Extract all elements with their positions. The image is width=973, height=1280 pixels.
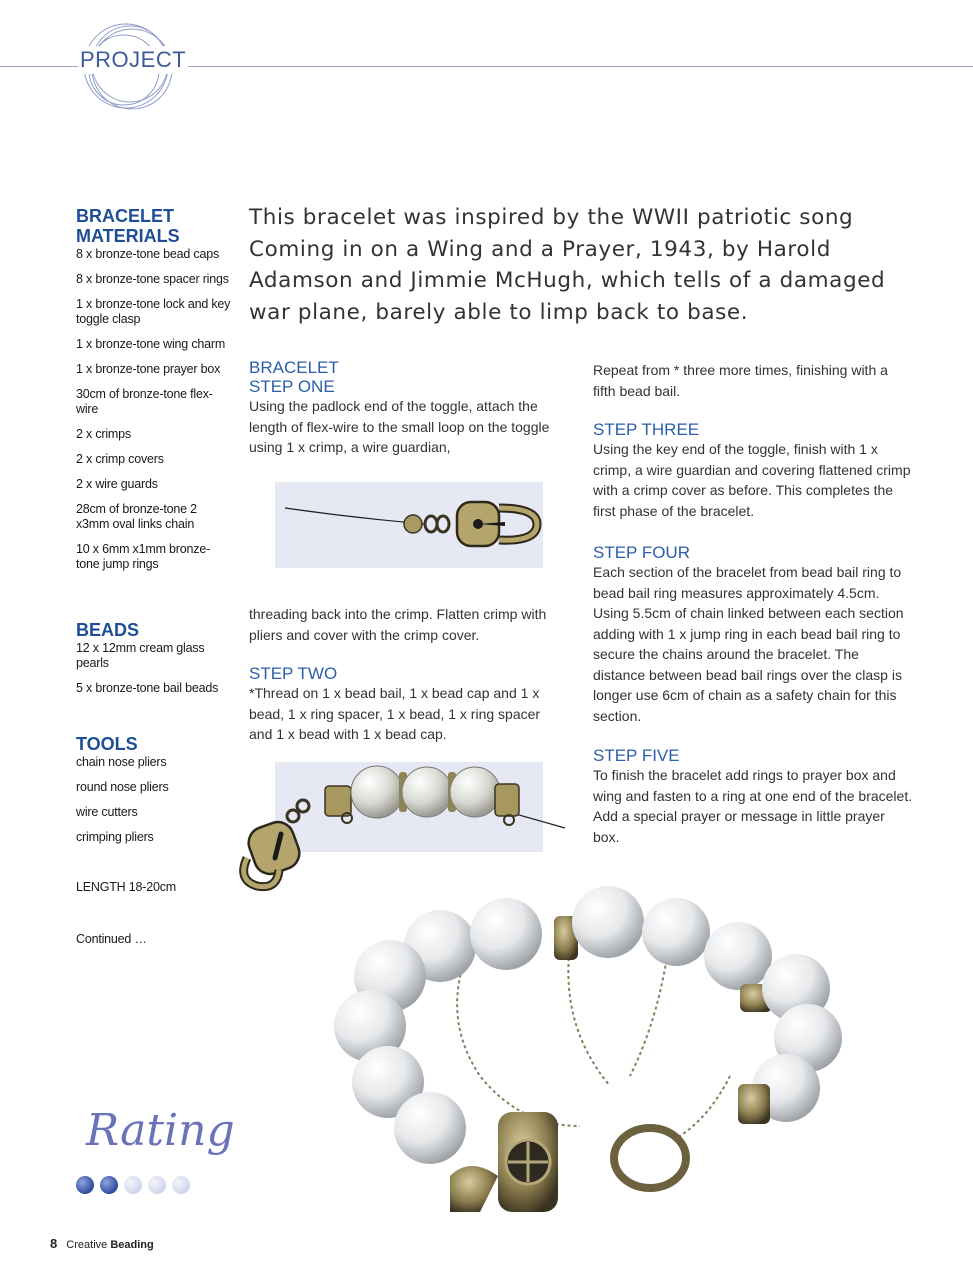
materials-list <box>76 206 232 582</box>
list-item: 2 x crimp covers <box>76 452 164 466</box>
pearl-bead <box>642 898 710 966</box>
step-one-title-b: STEP ONE <box>249 377 335 396</box>
page-footer <box>50 1236 154 1251</box>
step-one-text-b: threading back into the crimp. Flatten crimp with pliers and cover with the crimp cover. <box>249 606 547 643</box>
list-item: 8 x bronze-tone bead caps <box>76 247 220 261</box>
continued-note: Continued … <box>76 932 147 946</box>
repeat-text: Repeat from * three more times, finishing with a fifth bead bail. <box>593 362 888 399</box>
pearl-bead <box>704 922 772 990</box>
pearl-bead <box>394 1092 466 1164</box>
step-one-title-a: BRACELET <box>249 358 339 377</box>
pearl-bead <box>351 766 403 818</box>
step-two-text: *Thread on 1 x bead bail, 1 x bead cap and 1 x bead, 1 x ring spacer, 1 x bead, 1 x ring spacer and 1 x bead with 1 x bead cap. <box>249 685 541 742</box>
list-item: chain nose pliers <box>76 755 167 769</box>
rating-label: Rating <box>86 1105 235 1156</box>
rating-dot-filled <box>76 1176 94 1194</box>
page-number: 8 <box>50 1236 58 1251</box>
step-two-block <box>249 664 559 745</box>
list-item: 1 x bronze-tone wing charm <box>76 337 226 351</box>
rating-dots <box>76 1176 190 1194</box>
materials-heading: BRACELET MATERIALS <box>76 206 180 246</box>
step-one-text-a: Using the padlock end of the toggle, attach the length of flex-wire to the small loop on the toggle using 1 x crimp, a wire guardian, <box>249 398 550 455</box>
pearl-bead <box>470 898 542 970</box>
step-five-block <box>593 746 913 847</box>
list-item: 2 x wire guards <box>76 477 158 491</box>
step-five-title: STEP FIVE <box>593 746 680 765</box>
list-item: 1 x bronze-tone lock and key toggle clasp <box>76 297 231 326</box>
rating-dot-empty <box>148 1176 166 1194</box>
step-four-text: Each section of the bracelet from bead bail ring to bead bail ring measures approximately 4.5cm. Using 5.5cm of chain linked between each section adding with 1 x jump ring in each bead bail ring to secure the chains around the bracelet. The distance between bead bail rings over the clasp is longer use 6cm of chain as a safety chain for this section. <box>593 564 904 724</box>
brand-word-b: Beading <box>110 1239 154 1251</box>
list-item: 5 x bronze-tone bail beads <box>76 681 219 695</box>
step-three-title: STEP THREE <box>593 420 700 439</box>
list-item: 12 x 12mm cream glass pearls <box>76 641 205 670</box>
length-note: LENGTH 18-20cm <box>76 880 177 894</box>
bracelet-photo <box>330 876 870 1212</box>
list-item: 10 x 6mm x1mm bronze-tone jump rings <box>76 542 211 571</box>
list-item: 28cm of bronze-tone 2 x3mm oval links chain <box>76 502 197 531</box>
list-item: crimping pliers <box>76 830 154 844</box>
beads-list <box>76 620 232 706</box>
step-three-text: Using the key end of the toggle, finish with 1 x crimp, a wire guardian and covering flattened crimp with a crimp cover as before. This completes the first phase of the bracelet. <box>593 441 911 519</box>
rating-dot-empty <box>124 1176 142 1194</box>
step-one-block <box>249 358 559 458</box>
step-five-text: To finish the bracelet add rings to prayer box and wing and fasten to a ring at one end of the bracelet. Add a special prayer or message in little prayer box. <box>593 767 913 845</box>
bead-strand-illustration <box>275 762 543 852</box>
bead-cap <box>325 786 351 816</box>
repeat-block <box>593 360 913 401</box>
list-item: wire cutters <box>76 805 138 819</box>
section-label: PROJECT <box>80 47 187 72</box>
pearl-bead <box>402 767 452 817</box>
toggle-illustration <box>275 482 543 568</box>
list-item: 8 x bronze-tone spacer rings <box>76 272 229 286</box>
brand-word-a: Creative <box>66 1239 108 1251</box>
rating-dot-filled <box>100 1176 118 1194</box>
intro-paragraph: This bracelet was inspired by the WWII patriotic song Coming in on a Wing and a Prayer, 1943, by Harold Adamson and Jimmie McHugh, which tells of a damaged war plane, barely able to limp back to base. <box>249 205 886 325</box>
list-item: 30cm of bronze-tone flex-wire <box>76 387 213 416</box>
list-item: round nose pliers <box>76 780 169 794</box>
bead-cap <box>495 784 519 816</box>
padlock-icon <box>244 818 304 879</box>
step-one-continued <box>249 604 559 645</box>
pearl-bead <box>450 767 500 817</box>
beads-heading: BEADS <box>76 620 140 640</box>
tools-list <box>76 734 232 855</box>
step-four-block <box>593 543 913 726</box>
crimp-bead <box>404 515 422 533</box>
rating-dot-empty <box>172 1176 190 1194</box>
step-three-block <box>593 420 913 521</box>
step-four-title: STEP FOUR <box>593 543 690 562</box>
step-two-title: STEP TWO <box>249 664 338 683</box>
list-item: 2 x crimps <box>76 427 131 441</box>
pearl-bead <box>572 886 644 958</box>
tools-heading: TOOLS <box>76 734 138 754</box>
list-item: 1 x bronze-tone prayer box <box>76 362 221 376</box>
